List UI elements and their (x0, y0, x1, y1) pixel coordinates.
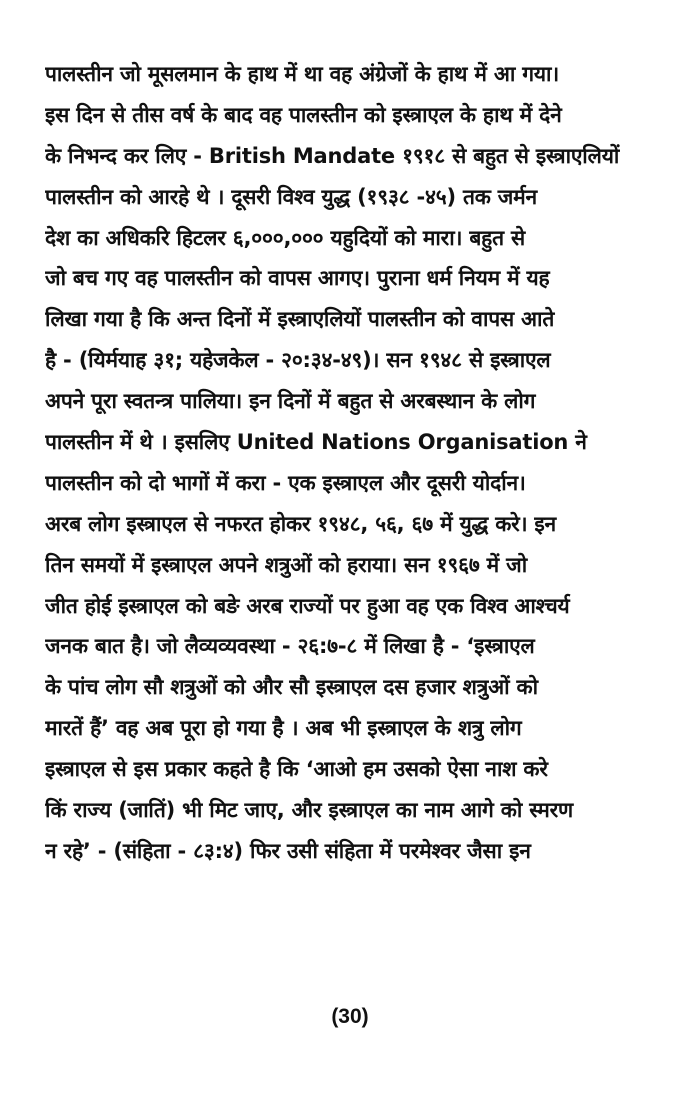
text-line: जो बच गए वह पालस्तीन को वापस आगए। पुराना धर्म नियम में यह (45, 266, 550, 291)
text-line: के निभन्द कर लिए - British Mandate १९१८ से बहुत से इस्त्राएलियों (45, 143, 620, 168)
text-line: अपने पूरा स्वतन्त्र पालिया। इन दिनों में बहुत से अरबस्थान के लोग (45, 389, 536, 414)
text-line: पालस्तीन जो मूसलमान के हाथ में था वह अंग्रेजों के हाथ में आ गया। (45, 62, 559, 86)
text-line: मारतें हैं’ वह अब पूरा हो गया है । अब भी इस्त्राएल के शत्रु लोग (45, 716, 522, 741)
text-line: पालस्तीन को दो भागों में करा - एक इस्त्राएल और दूसरी योर्दान। (45, 470, 526, 495)
text-line: इस दिन से तीस वर्ष के बाद वह पालस्तीन को इस्त्राएल के हाथ में देने (45, 102, 562, 127)
text-line: पालस्तीन को आरहे थे । दूसरी विश्व युद्ध (१९३८ -४५) तक जर्मन (45, 184, 537, 209)
text-line: तिन समयों में इस्त्राएल अपने शत्रुओं को हराया। सन १९६७ में जो (45, 552, 527, 577)
text-line: पालस्तीन में थे । इसलिए United Nations Organisation ने (45, 430, 587, 455)
text-line: जीत होई इस्त्राएल को बङे अरब राज्यों पर हुआ वह एक विश्व आश्चर्य (45, 593, 570, 618)
text-line: के पांच लोग सौ शत्रुओं को और सौ इस्त्राएल दस हजार शत्रुओं को (45, 675, 538, 700)
text-line: किं राज्य (जातिं) भी मिट जाए, और इस्त्राएल का नाम आगे को स्मरण (45, 798, 573, 823)
text-line: इस्त्राएल से इस प्रकार कहते है कि ‘आओ हम उसको ऐसा नाश करे (45, 757, 548, 782)
page-number: (30) (331, 1005, 369, 1028)
text-line: अरब लोग इस्त्राएल से नफरत होकर १९४८, ५६, ६७ में युद्ध करे। इन (45, 511, 556, 536)
body-text (45, 54, 675, 872)
text-line: जनक बात है। जो लैव्यव्यवस्था - २६:७-८ में लिखा है - ‘इस्त्राएल (45, 634, 535, 659)
text-line: लिखा गया है कि अन्त दिनों में इस्त्राएलियों पालस्तीन को वापस आते (45, 307, 555, 332)
text-line: न रहे’ - (संहिता - ८३:४) फिर उसी संहिता में परमेश्वर जैसा इन (45, 838, 531, 863)
text-line: है - (यिर्मयाह ३१; यहेजकेल - २०:३४-४९)। सन १९४८ से इस्त्राएल (45, 348, 551, 373)
text-line: देश का अधिकरि हिटलर ६,०००,००० यहुदियों को मारा। बहुत से (45, 225, 525, 250)
